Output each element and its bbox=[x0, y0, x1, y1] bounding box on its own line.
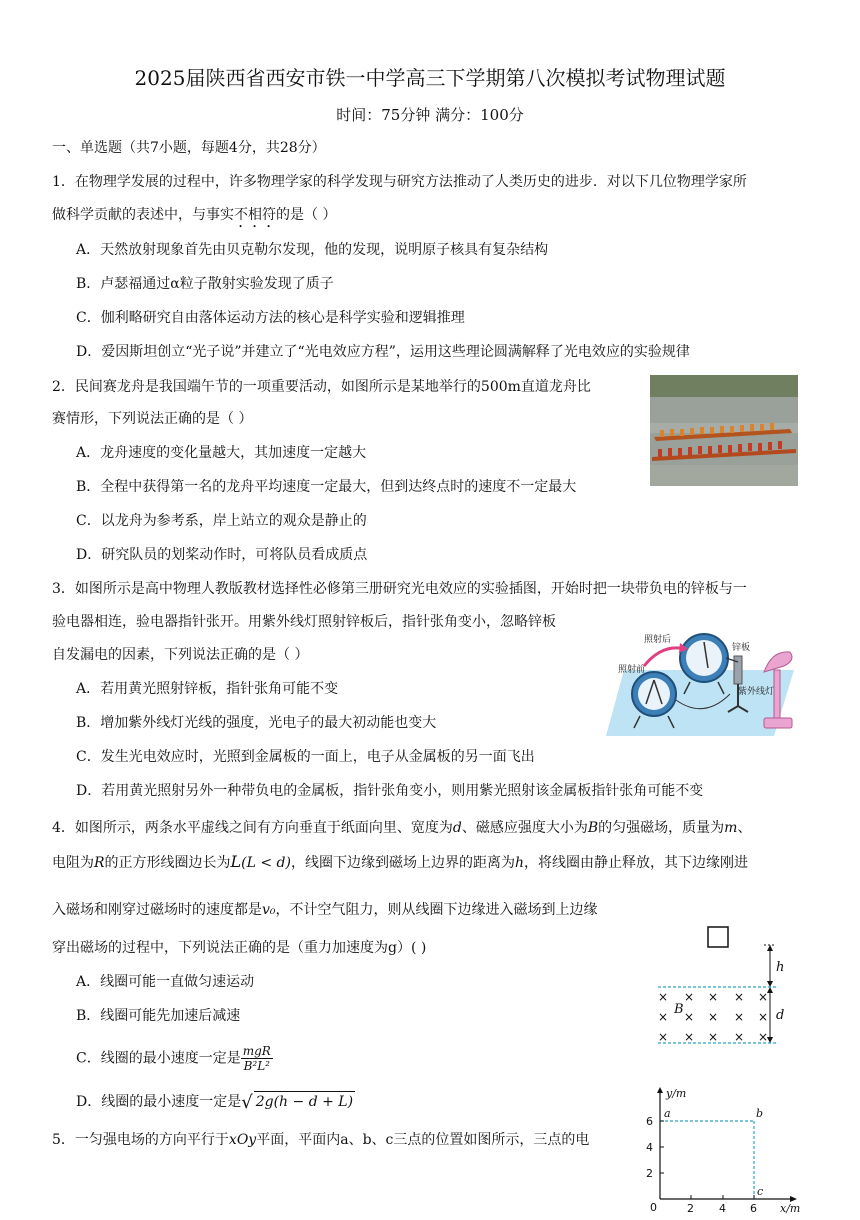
svg-text:×: × bbox=[758, 1010, 769, 1024]
svg-text:×: × bbox=[708, 1030, 719, 1044]
q1-emphasis: 不相符 bbox=[234, 207, 276, 223]
svg-text:×: × bbox=[734, 1030, 745, 1044]
q1-option-a: A．天然放射现象首先由贝克勒尔发现，他的发现，说明原子核具有复杂结构 bbox=[76, 242, 549, 258]
svg-text:×: × bbox=[708, 1010, 719, 1024]
photoelectric-figure bbox=[604, 620, 800, 738]
q4-stem-line1: 4．如图所示，两条水平虚线之间有方向垂直于纸面向里、宽度为d、磁感应强度大小为B的匀强磁场，质量为m、 bbox=[52, 820, 752, 836]
label-zinc-plate: 锌板 bbox=[732, 643, 751, 653]
svg-text:×: × bbox=[684, 1010, 695, 1024]
svg-text:×: × bbox=[658, 1030, 669, 1044]
q3-stem-line1: 3．如图所示是高中物理人教版教材选择性必修第三册研究光电效应的实验插图，开始时把一块带负电的锌板与一 bbox=[52, 581, 747, 597]
svg-text:×: × bbox=[658, 990, 669, 1004]
q1-option-d: D．爱因斯坦创立“光子说”并建立了“光电效应方程”，运用这些理论圆满解释了光电效应的实验规律 bbox=[76, 344, 690, 360]
dragon-boat-photo bbox=[650, 375, 798, 486]
q1-stem-line2: 做科学贡献的表述中，与事实不相符的是（ ） bbox=[52, 207, 337, 223]
label-B: B bbox=[674, 1002, 684, 1017]
tick-origin: 0 bbox=[650, 1201, 657, 1214]
q2-option-c: C．以龙舟为参考系，岸上站立的观众是静止的 bbox=[76, 513, 367, 529]
q2-stem-line2: 赛情形，下列说法正确的是（ ） bbox=[52, 411, 253, 427]
tick-y2: 2 bbox=[646, 1167, 653, 1180]
magnetic-field-figure bbox=[652, 925, 802, 1050]
coordinate-figure bbox=[640, 1085, 805, 1216]
tick-x2: 2 bbox=[687, 1202, 694, 1215]
label-d: d bbox=[776, 1008, 785, 1023]
section-heading: 一、单选题（共7小题，每题4分，共28分） bbox=[52, 140, 326, 156]
point-c-label: c bbox=[757, 1185, 764, 1198]
q2-option-b: B．全程中获得第一名的龙舟平均速度一定最大，但到达终点时的速度不一定最大 bbox=[76, 479, 577, 495]
tick-x4: 4 bbox=[719, 1202, 726, 1215]
svg-text:×: × bbox=[734, 1010, 745, 1024]
tick-y6: 6 bbox=[646, 1115, 653, 1128]
point-b-label: b bbox=[756, 1107, 764, 1120]
svg-text:×: × bbox=[684, 1030, 695, 1044]
q4-stem-line2: 电阻为R的正方形线圈边长为L(L < d)，线圈下边缘到磁场上边界的距离为h，将线圈由静止释放，其下边缘刚进 bbox=[52, 852, 749, 871]
q1-option-c: C．伽利略研究自由落体运动方法的核心是科学实验和逻辑推理 bbox=[76, 310, 465, 326]
tick-y4: 4 bbox=[646, 1141, 653, 1154]
point-a-label: a bbox=[664, 1107, 671, 1120]
q4-option-b: B．线圈可能先加速后减速 bbox=[76, 1008, 241, 1024]
axis-y-label: y/m bbox=[666, 1087, 687, 1100]
q4-option-a: A．线圈可能一直做匀速运动 bbox=[76, 974, 255, 990]
svg-text:×: × bbox=[684, 990, 695, 1004]
label-before: 照射前 bbox=[618, 665, 646, 675]
q2-option-a: A．龙舟速度的变化量越大，其加速度一定越大 bbox=[76, 445, 367, 461]
q3-stem-line2: 验电器相连，验电器指针张开。用紫外线灯照射锌板后，指针张角变小，忽略锌板 bbox=[52, 614, 556, 630]
svg-text:×: × bbox=[758, 1030, 769, 1044]
q3-option-a: A．若用黄光照射锌板，指针张角可能不变 bbox=[76, 681, 339, 697]
q5-stem-line1: 5．一匀强电场的方向平行于xOy平面，平面内a、b、c三点的位置如图所示，三点的电 bbox=[52, 1132, 590, 1148]
q4-c-fraction: $\frac{\text{mgR}}{\text{B²L²}}$ bbox=[242, 1044, 271, 1073]
q4-stem-line4: 穿出磁场的过程中，下列说法正确的是（重力加速度为g）( ) bbox=[52, 940, 427, 956]
q4-stem-line3: 入磁场和刚穿过磁场时的速度都是v₀，不计空气阻力，则从线圈下边缘进入磁场到上边缘 bbox=[52, 902, 598, 918]
q2-stem-line1: 2．民间赛龙舟是我国端午节的一项重要活动，如图所示是某地举行的500m直道龙舟比 bbox=[52, 379, 591, 395]
q4-option-d: D．线圈的最小速度一定是√ 2g(h − d + L) bbox=[76, 1092, 354, 1113]
q1-stem-line1: 1．在物理学发展的过程中，许多物理学家的科学发现与研究方法推动了人类历史的进步．对以下几位物理学家所 bbox=[52, 174, 747, 190]
q4-option-c: C．线圈的最小速度一定是 $\frac{\text{mgR}}{\text{B²L²}}$ bbox=[76, 1044, 271, 1073]
square-coil bbox=[708, 927, 728, 947]
page-title: 2025届陕西省西安市铁一中学高三下学期第八次模拟考试物理试题 bbox=[134, 66, 726, 90]
label-uv-lamp: 紫外线灯 bbox=[738, 687, 775, 697]
exam-info: 时间：75分钟 满分：100分 bbox=[336, 106, 524, 124]
svg-text:×: × bbox=[758, 990, 769, 1004]
svg-text:×: × bbox=[708, 990, 719, 1004]
label-after: 照射后 bbox=[644, 635, 672, 645]
q2-option-d: D．研究队员的划桨动作时，可将队员看成质点 bbox=[76, 547, 368, 563]
q3-option-c: C．发生光电效应时，光照到金属板的一面上，电子从金属板的另一面飞出 bbox=[76, 749, 535, 765]
axis-x-label: x/m bbox=[780, 1202, 801, 1215]
q3-option-d: D．若用黄光照射另外一种带负电的金属板，指针张角变小，则用紫光照射该金属板指针张角可能不变 bbox=[76, 783, 704, 799]
svg-text:×: × bbox=[734, 990, 745, 1004]
q3-option-b: B．增加紫外线灯光线的强度，光电子的最大初动能也变大 bbox=[76, 715, 437, 731]
q4-d-sqrt: 2g(h − d + L) bbox=[254, 1091, 355, 1112]
tick-x6: 6 bbox=[750, 1202, 757, 1215]
svg-text:×: × bbox=[658, 1010, 669, 1024]
label-h: h bbox=[776, 960, 785, 975]
q3-stem-line3: 自发漏电的因素，下列说法正确的是（ ） bbox=[52, 647, 309, 663]
q1-option-b: B．卢瑟福通过α粒子散射实验发现了质子 bbox=[76, 276, 334, 292]
